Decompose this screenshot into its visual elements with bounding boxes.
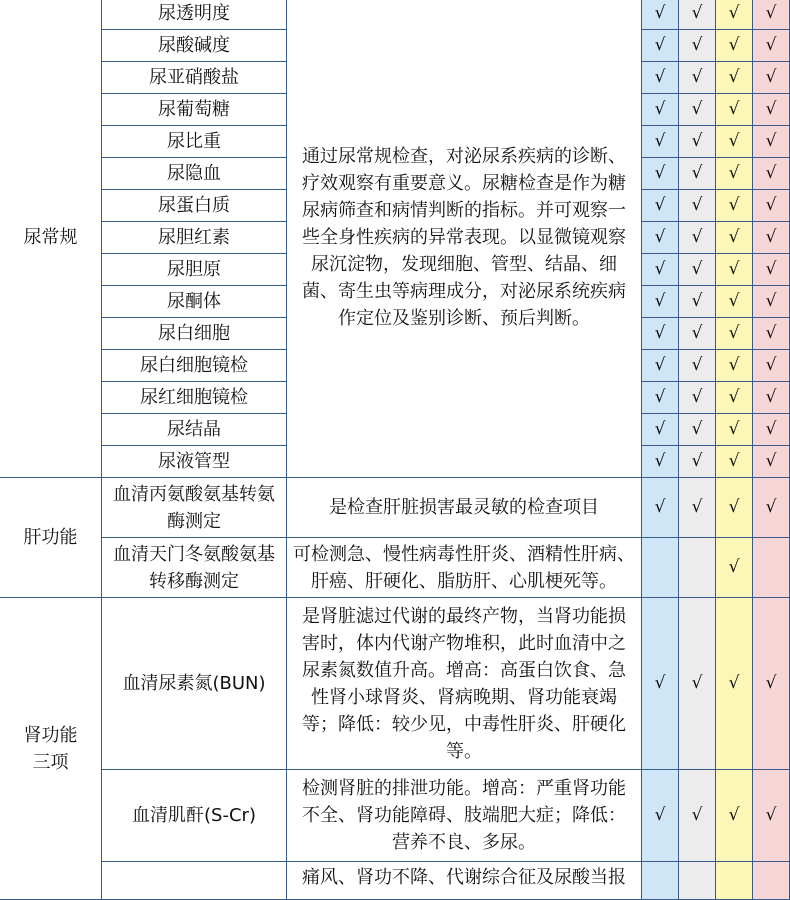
check-mark-icon: √ [728,451,740,471]
check-cell [753,126,790,158]
check-cell [753,446,790,478]
check-mark-icon: √ [691,3,703,23]
check-mark-icon: √ [765,259,777,279]
check-mark-icon: √ [654,67,666,87]
check-cell [753,62,790,94]
item-name-cell-text: 尿胆红素 [158,227,230,248]
item-name-cell-text: 尿透明度 [158,3,230,24]
item-name-cell-text: 尿亚硝酸盐 [149,67,239,88]
check-cell [753,770,790,862]
check-mark-icon: √ [728,227,740,247]
check-cell [716,414,753,446]
item-name-cell [102,62,287,94]
check-cell [716,538,753,598]
check-mark-icon: √ [765,805,777,825]
item-name-cell-text: 血清尿素氮(BUN) [122,673,266,694]
check-cell [753,414,790,446]
check-cell [716,94,753,126]
check-mark-icon: √ [765,3,777,23]
check-cell [753,862,790,900]
check-cell [642,30,679,62]
check-cell [679,190,716,222]
check-cell [716,0,753,30]
check-mark-icon: √ [728,355,740,375]
check-mark-icon: √ [765,291,777,311]
check-cell [679,414,716,446]
check-mark-icon: √ [691,99,703,119]
check-mark-icon: √ [765,35,777,55]
check-mark-icon: √ [654,805,666,825]
check-mark-icon: √ [691,163,703,183]
item-name-cell [102,538,287,598]
check-mark-icon: √ [654,387,666,407]
check-mark-icon: √ [654,419,666,439]
check-cell [679,350,716,382]
description-cell-text: 是肾脏滤过代谢的最终产物，当肾功能损害时，体内代谢产物堆积，此时血清中之尿素氮数值升高。增高：高蛋白饮食、急性肾小球肾炎、肾病晚期、肾功能衰竭等；降低：较少见，中毒性肝炎、肝硬化等。 [302,605,626,762]
item-name-cell-text: 血清天门冬氨酸氨基转移酶测定 [113,543,275,592]
item-name-cell-text: 尿液管型 [158,451,230,472]
description-cell-text: 痛风、肾功不降、代谢综合征及尿酸当报 [302,867,626,888]
check-mark-icon: √ [691,355,703,375]
description-cell [287,598,642,770]
check-cell [642,770,679,862]
check-cell [716,350,753,382]
item-name-cell [102,382,287,414]
check-cell [642,158,679,190]
check-mark-icon: √ [728,3,740,23]
check-mark-icon: √ [728,131,740,151]
check-cell [642,446,679,478]
check-cell [753,350,790,382]
check-cell [753,0,790,30]
check-cell [753,254,790,286]
check-mark-icon: √ [728,387,740,407]
check-mark-icon: √ [765,497,777,517]
item-name-cell [102,94,287,126]
check-mark-icon: √ [654,259,666,279]
check-mark-icon: √ [728,497,740,517]
check-mark-icon: √ [691,259,703,279]
check-mark-icon: √ [654,3,666,23]
description-cell-text: 可检测急、慢性病毒性肝炎、酒精性肝病、肝癌、肝硬化、脂肪肝、心肌梗死等。 [293,543,635,592]
check-mark-icon: √ [654,35,666,55]
check-cell [642,126,679,158]
check-mark-icon: √ [691,451,703,471]
check-cell [679,862,716,900]
check-mark-icon: √ [728,323,740,343]
category-cell [0,478,102,598]
item-name-cell-text: 尿葡萄糖 [158,99,230,120]
category-cell-text: 尿常规 [23,227,78,248]
check-cell [679,222,716,254]
item-name-cell [102,414,287,446]
check-mark-icon: √ [691,673,703,693]
check-mark-icon: √ [691,323,703,343]
check-cell [642,0,679,30]
check-cell [642,222,679,254]
check-cell [753,30,790,62]
check-cell [716,190,753,222]
check-mark-icon: √ [728,673,740,693]
item-name-cell [102,158,287,190]
check-cell [753,286,790,318]
item-name-cell [102,286,287,318]
check-cell [679,598,716,770]
check-mark-icon: √ [654,291,666,311]
check-cell [642,286,679,318]
check-mark-icon: √ [654,355,666,375]
check-mark-icon: √ [728,163,740,183]
check-mark-icon: √ [654,195,666,215]
check-mark-icon: √ [765,195,777,215]
description-cell [287,0,642,478]
item-name-cell-text: 尿结晶 [167,419,221,440]
check-cell [716,446,753,478]
check-mark-icon: √ [691,131,703,151]
check-cell [753,478,790,538]
check-cell [642,62,679,94]
item-name-cell [102,478,287,538]
item-name-cell-text: 尿酮体 [167,291,221,312]
description-cell-text: 是检查肝脏损害最灵敏的检查项目 [329,497,599,518]
category-cell-text: 肾功能三项 [23,724,78,773]
check-cell [679,318,716,350]
item-name-cell [102,222,287,254]
item-name-cell-text: 尿比重 [167,131,221,152]
check-mark-icon: √ [765,163,777,183]
check-cell [716,382,753,414]
check-cell [642,862,679,900]
check-cell [642,598,679,770]
check-cell [753,158,790,190]
check-mark-icon: √ [691,291,703,311]
check-cell [679,0,716,30]
item-name-cell [102,254,287,286]
check-cell [679,286,716,318]
check-cell [753,598,790,770]
description-cell [287,862,642,900]
check-cell [716,254,753,286]
item-name-cell [102,190,287,222]
check-mark-icon: √ [728,67,740,87]
check-mark-icon: √ [691,227,703,247]
item-name-cell [102,318,287,350]
check-cell [642,382,679,414]
check-mark-icon: √ [728,291,740,311]
check-cell [716,770,753,862]
check-cell [716,478,753,538]
description-cell-text: 通过尿常规检查，对泌尿系疾病的诊断、疗效观察有重要意义。尿糖检查是作为糖尿病筛查和病情判断的指标。并可观察一些全身性疾病的异常表现。以显微镜观察尿沉淀物，发现细胞、管型、结晶、细菌、寄生虫等病理成分，对泌尿系统疾病作定位及鉴别诊断、预后判断。 [302,146,626,329]
check-mark-icon: √ [654,131,666,151]
item-name-cell-text: 尿隐血 [167,163,221,184]
category-cell [0,0,102,478]
check-mark-icon: √ [691,497,703,517]
check-cell [679,30,716,62]
check-mark-icon: √ [728,805,740,825]
check-mark-icon: √ [765,451,777,471]
check-cell [679,478,716,538]
item-name-cell [102,0,287,30]
check-cell [679,62,716,94]
check-cell [753,538,790,598]
check-cell [642,414,679,446]
check-cell [642,254,679,286]
check-mark-icon: √ [654,99,666,119]
check-mark-icon: √ [765,67,777,87]
check-cell [716,598,753,770]
check-mark-icon: √ [765,387,777,407]
check-mark-icon: √ [728,35,740,55]
check-cell [753,94,790,126]
check-cell [716,62,753,94]
check-cell [716,862,753,900]
item-name-cell-text: 尿白细胞 [158,323,230,344]
check-mark-icon: √ [765,227,777,247]
item-name-cell-text: 尿红细胞镜检 [140,387,248,408]
check-cell [679,446,716,478]
check-mark-icon: √ [765,131,777,151]
check-cell [642,538,679,598]
check-cell [753,222,790,254]
check-cell [642,350,679,382]
check-mark-icon: √ [691,195,703,215]
check-mark-icon: √ [691,67,703,87]
item-name-cell [102,598,287,770]
check-mark-icon: √ [654,163,666,183]
check-cell [753,190,790,222]
check-cell [642,478,679,538]
check-mark-icon: √ [765,419,777,439]
item-name-cell-text: 尿蛋白质 [158,195,230,216]
description-cell [287,478,642,538]
check-mark-icon: √ [765,99,777,119]
item-name-cell [102,350,287,382]
item-name-cell [102,770,287,862]
check-mark-icon: √ [691,805,703,825]
check-cell [679,538,716,598]
check-mark-icon: √ [654,227,666,247]
check-cell [753,382,790,414]
check-mark-icon: √ [691,419,703,439]
item-name-cell-text: 血清肌酐(S-Cr) [132,805,256,826]
item-name-cell-text: 血清丙氨酸氨基转氨酶测定 [113,483,275,532]
check-mark-icon: √ [728,259,740,279]
check-mark-icon: √ [691,387,703,407]
check-mark-icon: √ [654,323,666,343]
category-cell [0,598,102,900]
item-name-cell [102,446,287,478]
check-cell [716,222,753,254]
check-cell [679,254,716,286]
description-cell [287,770,642,862]
check-mark-icon: √ [691,35,703,55]
check-cell [642,318,679,350]
check-cell [679,126,716,158]
check-cell [716,286,753,318]
category-cell-text: 肝功能 [23,527,78,548]
check-cell [642,190,679,222]
check-cell [679,770,716,862]
item-name-cell-text: 尿酸碱度 [158,35,230,56]
check-mark-icon: √ [728,195,740,215]
item-name-cell-text: 尿胆原 [167,259,221,280]
description-cell [287,538,642,598]
description-cell-text: 检测肾脏的排泄功能。增高：严重肾功能不全、肾功能障碍、肢端肥大症；降低：营养不良、多尿。 [302,778,626,853]
check-cell [642,94,679,126]
check-cell [679,94,716,126]
check-mark-icon: √ [654,497,666,517]
item-name-cell-text: 尿白细胞镜检 [140,355,248,376]
check-cell [679,382,716,414]
check-mark-icon: √ [654,451,666,471]
item-name-cell [102,862,287,900]
check-mark-icon: √ [765,323,777,343]
check-mark-icon: √ [728,557,740,577]
check-cell [753,318,790,350]
check-mark-icon: √ [728,99,740,119]
check-mark-icon: √ [765,673,777,693]
check-cell [716,30,753,62]
check-cell [716,126,753,158]
item-name-cell [102,126,287,158]
check-cell [716,318,753,350]
check-mark-icon: √ [654,673,666,693]
check-cell [679,158,716,190]
item-name-cell [102,30,287,62]
check-mark-icon: √ [765,355,777,375]
check-mark-icon: √ [728,419,740,439]
check-cell [716,158,753,190]
